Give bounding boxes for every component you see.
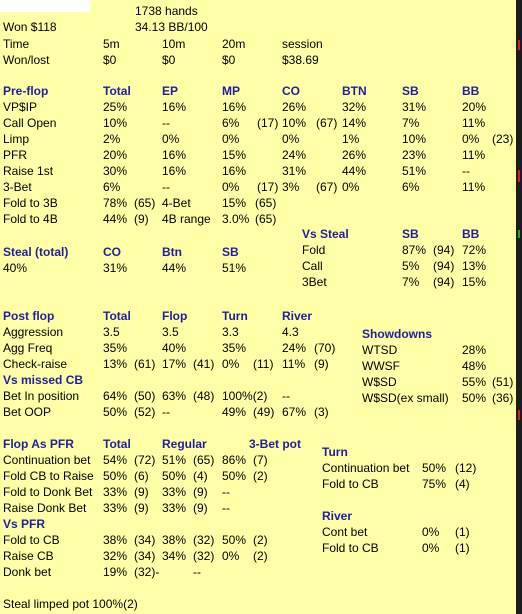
steal-btn-value: 44% [162,261,187,275]
preflop-cell: 6% [402,180,420,194]
turn-row-label: Continuation bet [322,461,410,475]
postflop-col-turn: Turn [222,309,248,323]
showdowns-row-label: WWSF [362,359,400,373]
vs-pfr-cell: 38% [162,533,187,547]
wonlost-session: $38.69 [282,53,319,67]
postflop-col-river: River [282,309,313,323]
preflop-cell: 32% [342,100,367,114]
preflop-cell: 30% [103,164,128,178]
postflop-cell-sample: (11) [253,357,274,371]
preflop-cell: 15% [222,148,247,162]
flop-pfr-cell: 54% [103,453,128,467]
postflop-col-total: Total [103,309,131,323]
preflop-cell: 51% [402,164,427,178]
preflop-cell: 0% [222,180,240,194]
postflop-cell-sample: (9) [314,357,329,371]
preflop-cell: 4-Bet [162,196,191,210]
missed-cb-cell-sample: (3) [314,405,329,419]
flop-pfr-cell: 86% [222,453,247,467]
postflop-cell-sample: (70) [314,341,336,355]
preflop-cell: 4B range [162,212,211,226]
preflop-cell: 6% [103,180,121,194]
preflop-cell: 14% [342,116,367,130]
showdowns-cell: 50% [462,391,487,405]
preflop-cell: 3% [282,180,300,194]
flop-pfr-row-label: Fold to Donk Bet [3,485,93,499]
preflop-cell: 11% [462,148,486,162]
vs-pfr-cell-sample: (34) [134,533,156,547]
preflop-cell: 3.0% [222,212,250,226]
river-row-label: Cont bet [322,525,368,539]
postflop-cell: 13% [103,357,128,371]
preflop-cell: 23% [402,148,427,162]
flop-pfr-cell: 51% [162,453,187,467]
vs-steal-cell: 13% [462,259,487,273]
missed-cb-cell-sample: (52) [134,405,156,419]
time-col-session: session [282,37,323,51]
vs-pfr-cell-sample: (34) [134,549,156,563]
steal-total-value: 40% [3,261,28,275]
preflop-cell: 16% [162,164,187,178]
postflop-cell: 17% [162,357,187,371]
preflop-cell: 20% [462,100,487,114]
preflop-col-sb: SB [402,84,419,98]
preflop-row-label: 3-Bet [3,180,32,194]
preflop-cell: -- [162,116,170,130]
vs-steal-cell: 5% [402,259,420,273]
steal-col-co: CO [103,245,121,259]
showdowns-cell: 28% [462,343,487,357]
showdowns-row-label: W$SD [362,375,397,389]
preflop-cell: 20% [103,148,128,162]
river-cell-sample: (1) [455,541,470,555]
vs-steal-col-bb: BB [462,227,480,241]
window-edge [516,0,522,614]
preflop-cell: 16% [222,164,247,178]
postflop-cell: 24% [282,341,307,355]
preflop-col-total: Total [103,84,131,98]
time-col-5m: 5m [103,37,120,51]
preflop-cell: -- [162,180,170,194]
flop-pfr-cell-sample: (9) [134,485,149,499]
vs-steal-row-label: Call [302,259,323,273]
preflop-cell: 0% [162,132,180,146]
preflop-cell: 0% [222,132,240,146]
showdowns-title: Showdowns [362,327,432,341]
vs-pfr-title: Vs PFR [3,517,46,531]
vs-steal-cell: 72% [462,243,487,257]
postflop-row-label: Aggression [3,325,64,339]
preflop-cell: 0% [462,132,480,146]
river-cell: 0% [422,525,440,539]
vs-pfr-cell-sample: (2) [253,549,268,563]
postflop-row-label: Agg Freq [3,341,53,355]
preflop-row-label: PFR [3,148,27,162]
preflop-cell-sample: (67) [316,180,338,194]
time-col-10m: 10m [162,37,186,51]
preflop-cell-sample: (23) [492,132,514,146]
river-title: River [322,509,353,523]
turn-cell: 75% [422,477,447,491]
bb-per-100: 34.13 BB/100 [135,20,208,34]
vs-steal-cell-sample: (94) [433,275,455,289]
postflop-cell: 4.3 [282,325,299,339]
preflop-title: Pre-flop [3,84,49,98]
vs-pfr-cell: 38% [103,533,128,547]
vs-steal-row-label: 3Bet [302,275,327,289]
flop-pfr-col-3bet: 3-Bet pot [249,437,301,451]
flop-pfr-col-regular: Regular [162,437,207,451]
hands-count: 1738 hands [135,4,198,18]
preflop-row-label: Fold to 3B [3,196,58,210]
preflop-col-ep: EP [162,84,179,98]
missed-cb-cell: -- [282,389,290,403]
vs-pfr-cell-sample: (32) [193,533,215,547]
preflop-col-mp: MP [222,84,240,98]
postflop-row-label: Check-raise [3,357,68,371]
time-label: Time [3,37,30,51]
vs-steal-cell-sample: (94) [433,259,455,273]
preflop-cell: 11% [462,180,486,194]
preflop-cell-sample: (17) [257,116,279,130]
wonlost-label: Won/lost [3,53,50,67]
showdowns-cell: 55% [462,375,487,389]
preflop-cell: 0% [342,180,360,194]
preflop-cell-sample: (17) [257,180,279,194]
preflop-cell-sample: (65) [255,212,277,226]
preflop-cell: 31% [402,100,427,114]
steal-limped-pot: Steal limped pot 100%(2) [3,597,138,611]
missed-cb-cell: 63% [162,389,187,403]
vs-pfr-row-label: Fold to CB [3,533,60,547]
showdowns-cell-sample: (36) [492,391,514,405]
preflop-cell: 0% [282,132,300,146]
preflop-cell: 44% [103,212,128,226]
missed-cb-title: Vs missed CB [3,373,84,387]
postflop-cell: 40% [162,341,187,355]
turn-cell-sample: (4) [455,477,470,491]
time-col-20m: 20m [222,37,246,51]
missed-cb-cell-sample: (50) [134,389,156,403]
preflop-cell-sample: (65) [255,196,277,210]
preflop-cell: 1% [342,132,360,146]
flop-pfr-cell-sample: (6) [134,469,149,483]
preflop-cell: 16% [162,100,187,114]
postflop-cell-sample: (41) [193,357,215,371]
vs-pfr-cell: 50% [222,533,247,547]
postflop-cell: 3.3 [222,325,239,339]
flop-pfr-cell-sample: (9) [193,485,208,499]
flop-pfr-cell: 33% [103,485,128,499]
vs-pfr-cell: -- [193,565,201,579]
flop-pfr-cell-sample: (9) [193,501,208,515]
edge-marker [518,170,520,182]
preflop-cell-sample: (65) [134,196,156,210]
steal-col-btn: Btn [162,245,182,259]
postflop-title: Post flop [3,309,55,323]
preflop-row-label: VP$IP [3,100,38,114]
missed-cb-cell: 100%(2) [222,389,268,403]
wonlost-20m: $0 [222,53,236,67]
flop-pfr-cell: -- [222,501,230,515]
preflop-col-btn: BTN [342,84,367,98]
flop-pfr-row-label: Fold CB to Raise [3,469,94,483]
preflop-cell: 11% [462,116,486,130]
flop-pfr-cell-sample: (4) [193,469,208,483]
flop-pfr-cell: 50% [222,469,247,483]
preflop-cell: 26% [342,148,367,162]
preflop-row-label: Raise 1st [3,164,54,178]
preflop-col-co: CO [282,84,300,98]
flop-pfr-cell: 33% [162,485,187,499]
vs-pfr-cell: 0% [222,549,240,563]
flop-pfr-cell-sample: (9) [134,501,149,515]
flop-pfr-title: Flop As PFR [3,437,74,451]
river-row-label: Fold to CB [322,541,379,555]
preflop-cell: 10% [103,116,128,130]
showdowns-row-label: W$SD(ex small) [362,391,449,405]
missed-cb-row-label: Bet OOP [3,405,52,419]
vs-pfr-cell: 19% [103,565,128,579]
vs-steal-row-label: Fold [302,243,326,257]
vs-pfr-cell-sample: (2) [253,533,268,547]
preflop-col-bb: BB [462,84,480,98]
vs-pfr-row-label: Donk bet [3,565,52,579]
vs-pfr-cell: 32% [103,549,128,563]
wonlost-10m: $0 [162,53,176,67]
won-amount: Won $118 [3,20,57,34]
preflop-row-label: Limp [3,132,30,146]
wonlost-5m: $0 [103,53,117,67]
flop-pfr-cell: 50% [162,469,187,483]
vs-steal-col-sb: SB [402,227,419,241]
flop-pfr-cell: 50% [103,469,128,483]
flop-pfr-cell: 33% [103,501,128,515]
missed-cb-cell-sample: (49) [253,405,275,419]
preflop-cell: 2% [103,132,121,146]
showdowns-cell-sample: (51) [492,375,514,389]
postflop-cell: 35% [222,341,247,355]
preflop-cell: 10% [402,132,427,146]
preflop-cell: 10% [282,116,307,130]
preflop-cell: 25% [103,100,128,114]
flop-pfr-cell-sample: (65) [193,453,215,467]
preflop-cell: 31% [282,164,307,178]
preflop-row-label: Fold to 4B [3,212,58,226]
preflop-cell-sample: (9) [134,212,149,226]
preflop-row-label: Call Open [3,116,57,130]
missed-cb-cell: 50% [103,405,128,419]
steal-sb-value: 51% [222,261,247,275]
missed-cb-cell-sample: (48) [193,389,215,403]
vs-steal-cell: 7% [402,275,420,289]
postflop-cell: 3.5 [103,325,120,339]
missed-cb-row-label: Bet In position [3,389,80,403]
flop-pfr-row-label: Raise Donk Bet [3,501,87,515]
preflop-cell: 7% [402,116,420,130]
missed-cb-cell: 49% [222,405,247,419]
missed-cb-cell: -- [162,405,170,419]
preflop-cell: -- [462,164,470,178]
steal-co-value: 31% [103,261,128,275]
flop-pfr-cell: -- [222,485,230,499]
edge-marker [518,410,520,420]
vs-pfr-row-label: Raise CB [3,549,54,563]
postflop-cell: 0% [222,357,240,371]
vs-pfr-cell-sample: (32)- [134,565,160,579]
preflop-cell: 24% [282,148,307,162]
preflop-cell: 15% [222,196,247,210]
preflop-cell: 6% [222,116,240,130]
postflop-cell: 3.5 [162,325,179,339]
steal-col-sb: SB [222,245,239,259]
vs-steal-cell-sample: (94) [433,243,455,257]
postflop-cell: 35% [103,341,128,355]
edge-marker [518,40,520,50]
vs-steal-cell: 87% [402,243,427,257]
flop-pfr-col-total: Total [103,437,131,451]
postflop-cell: 11% [282,357,306,371]
preflop-cell: 16% [222,100,247,114]
flop-pfr-cell: 33% [162,501,187,515]
postflop-cell-sample: (61) [134,357,156,371]
preflop-cell-sample: (67) [316,116,338,130]
flop-pfr-row-label: Continuation bet [3,453,91,467]
preflop-cell: 78% [103,196,128,210]
turn-title: Turn [322,445,348,459]
turn-cell-sample: (12) [455,461,477,475]
vs-steal-title: Vs Steal [302,227,349,241]
turn-cell: 50% [422,461,447,475]
missed-cb-cell: 67% [282,405,307,419]
river-cell: 0% [422,541,440,555]
edge-marker [518,230,520,238]
steal-title: Steal (total) [3,245,69,259]
flop-pfr-cell-sample: (72) [134,453,156,467]
title-notch [0,0,90,12]
postflop-col-flop: Flop [162,309,188,323]
showdowns-cell: 48% [462,359,487,373]
showdowns-row-label: WTSD [362,343,398,357]
flop-pfr-cell-sample: (2) [253,469,268,483]
vs-pfr-cell: 34% [162,549,187,563]
missed-cb-cell: 64% [103,389,128,403]
river-cell-sample: (1) [455,525,470,539]
vs-pfr-cell-sample: (32) [193,549,215,563]
vs-steal-cell: 15% [462,275,487,289]
flop-pfr-cell-sample: (7) [253,453,268,467]
preflop-cell: 26% [282,100,307,114]
preflop-cell: 16% [162,148,187,162]
turn-row-label: Fold to CB [322,477,379,491]
preflop-cell: 44% [342,164,367,178]
